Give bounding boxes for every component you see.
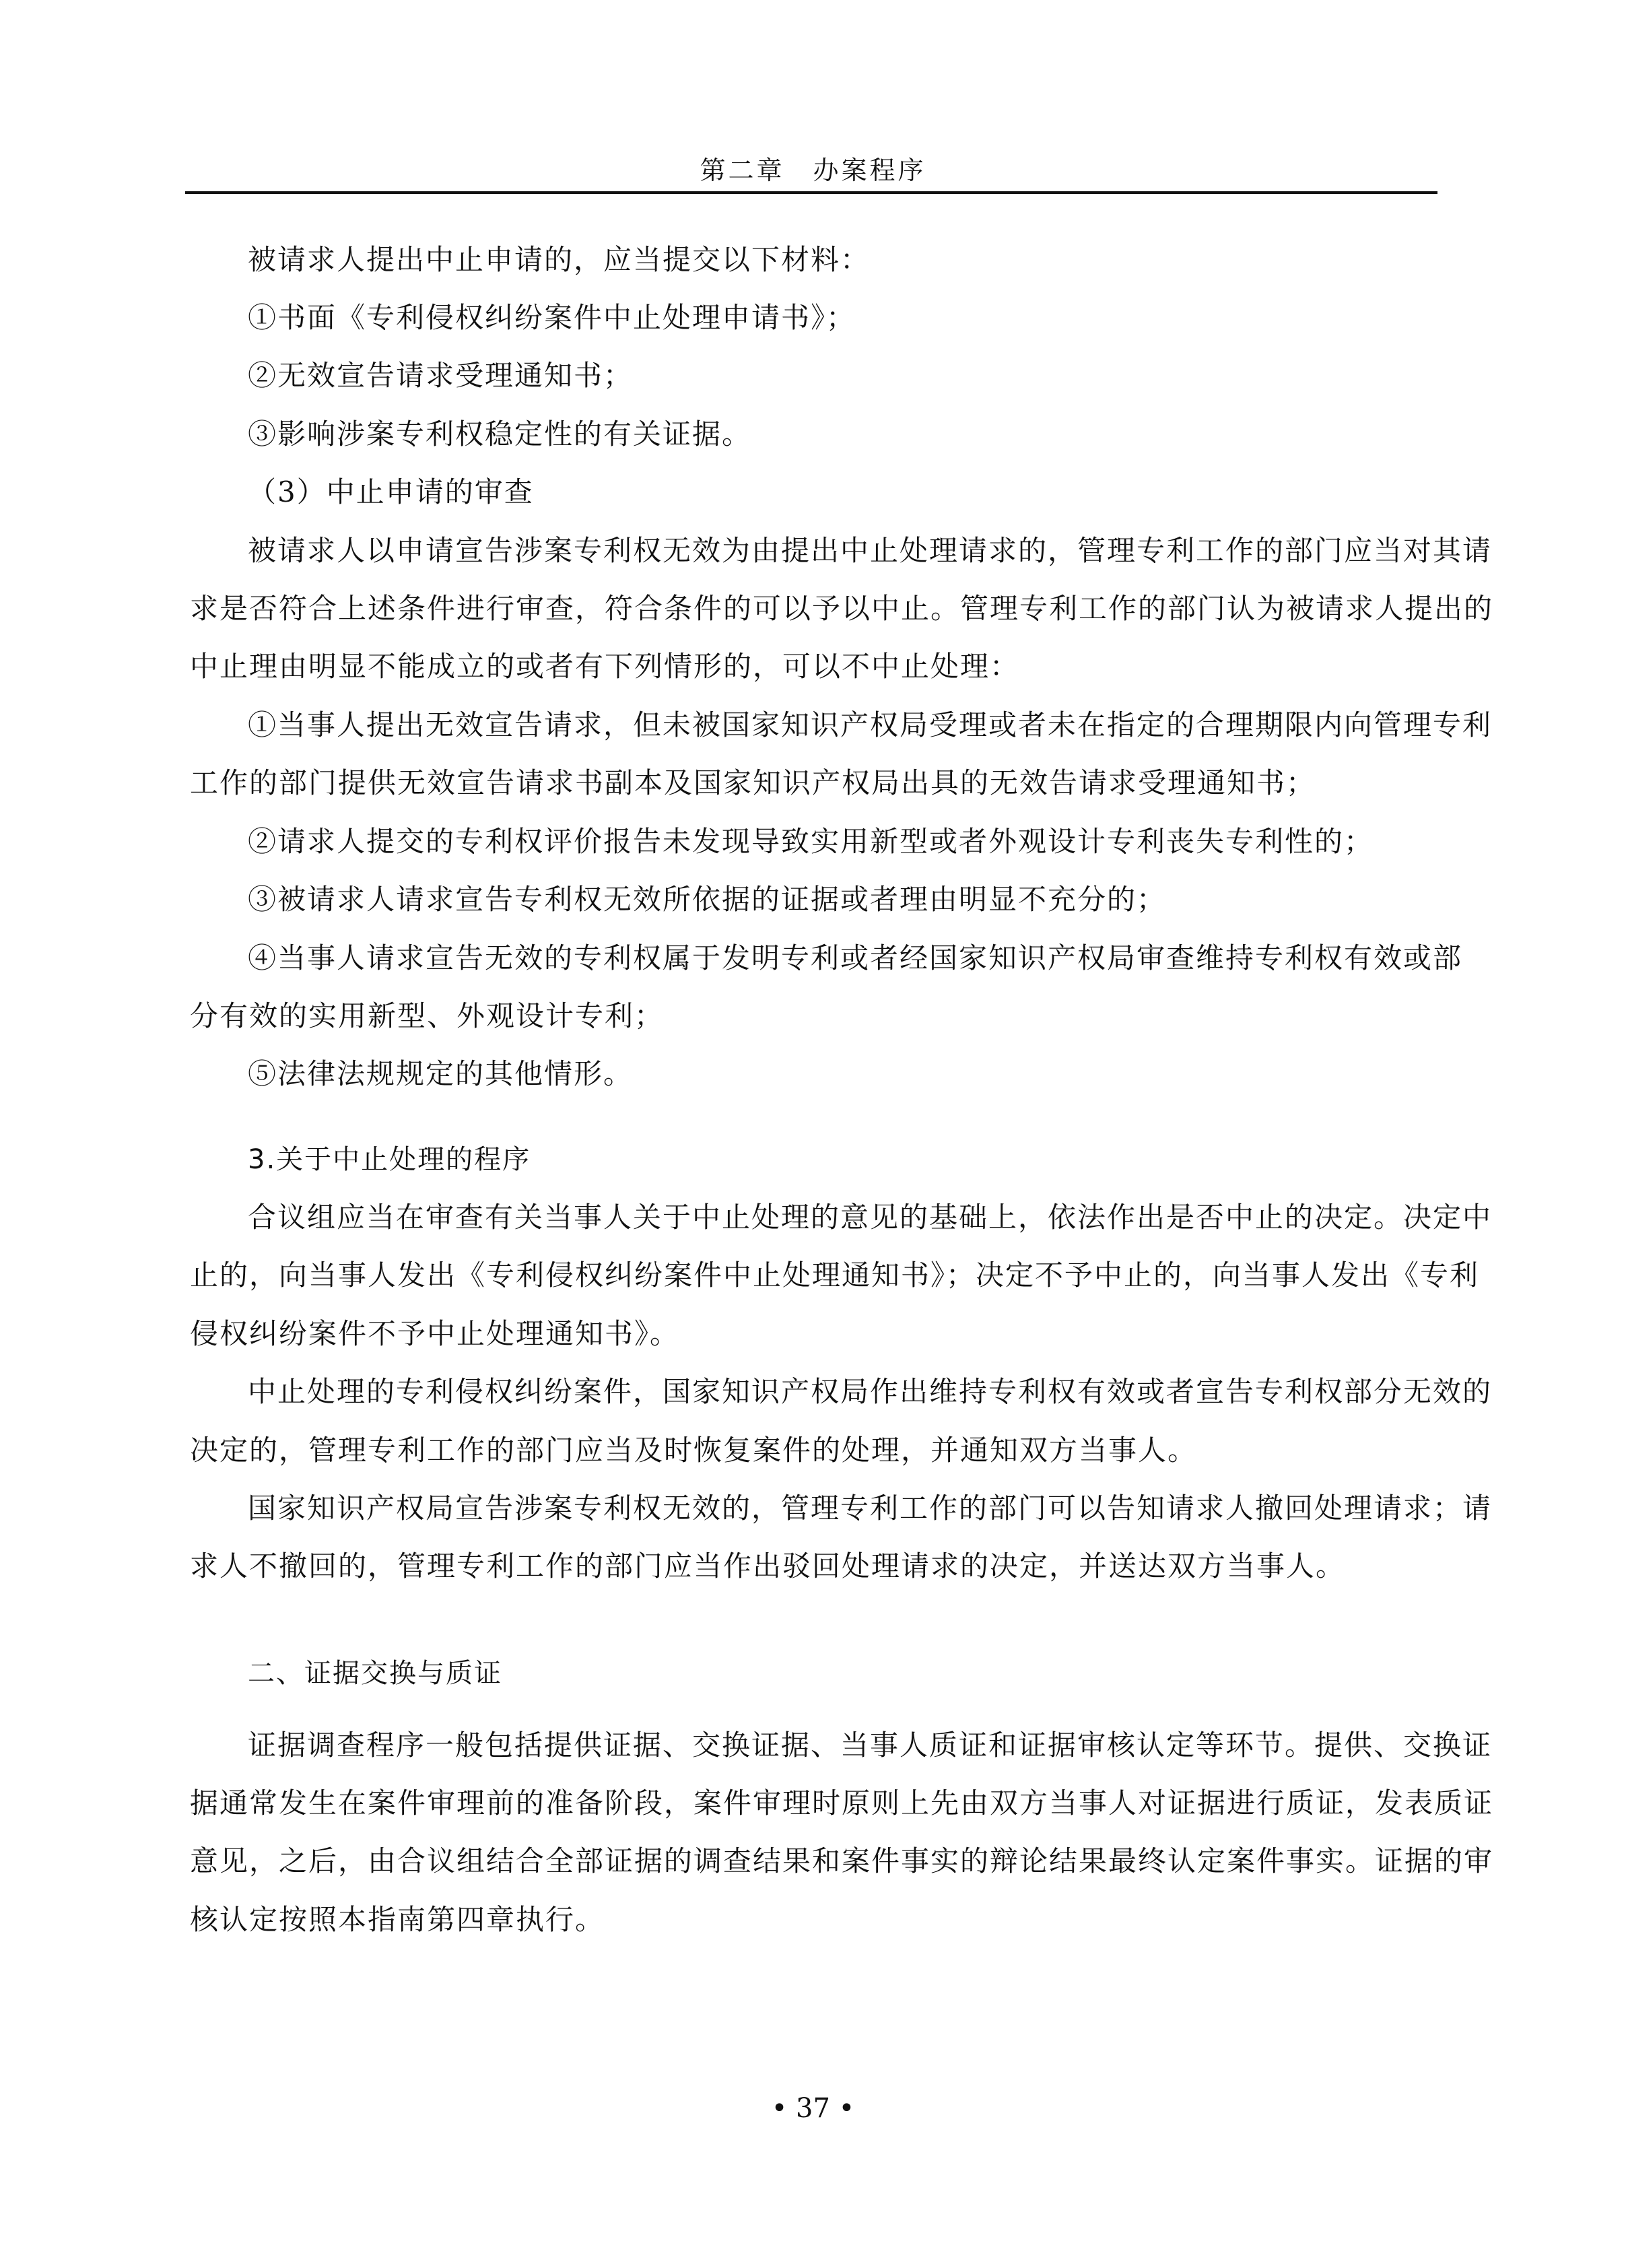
- procedure-paragraph-line: 合议组应当在审查有关当事人关于中止处理的意见的基础上，依法作出是否中止的决定。决定中: [248, 1201, 1493, 1234]
- procedure-paragraph-line: 决定的，管理专利工作的部门应当及时恢复案件的处理，并通知双方当事人。: [190, 1434, 1198, 1467]
- review-paragraph-line: 被请求人以申请宣告涉案专利权无效为由提出中止处理请求的，管理专利工作的部门应当对其请: [248, 534, 1493, 567]
- evidence-paragraph-line: 证据调查程序一般包括提供证据、交换证据、当事人质证和证据审核认定等环节。提供、交换证: [248, 1729, 1493, 1762]
- materials-intro: 被请求人提出中止申请的，应当提交以下材料：: [248, 243, 871, 276]
- review-item-line: 工作的部门提供无效宣告请求书副本及国家知识产权局出具的无效告请求受理通知书；: [190, 766, 1316, 799]
- review-item-line: ③被请求人请求宣告专利权无效所依据的证据或者理由明显不充分的；: [248, 883, 1167, 916]
- page-number: • 37 •: [771, 2093, 855, 2124]
- review-item-line: ④当事人请求宣告无效的专利权属于发明专利或者经国家知识产权局审查维持专利权有效或部: [248, 941, 1463, 974]
- evidence-paragraph-line: 核认定按照本指南第四章执行。: [190, 1903, 605, 1936]
- evidence-heading: 二、证据交换与质证: [248, 1658, 502, 1689]
- evidence-paragraph-line: 据通常发生在案件审理前的准备阶段，案件审理时原则上先由双方当事人对证据进行质证，发表质证: [190, 1787, 1494, 1820]
- procedure-heading: 3.关于中止处理的程序: [248, 1144, 531, 1175]
- materials-item: ③影响涉案专利权稳定性的有关证据。: [248, 418, 752, 451]
- procedure-paragraph-line: 侵权纠纷案件不予中止处理通知书》。: [190, 1317, 680, 1350]
- procedure-paragraph-line: 止的，向当事人发出《专利侵权纠纷案件中止处理通知书》；决定不予中止的，向当事人发出《专利: [190, 1259, 1480, 1292]
- evidence-paragraph-line: 意见，之后，由合议组结合全部证据的调查结果和案件事实的辩论结果最终认定案件事实。证据的审: [190, 1844, 1494, 1877]
- running-header: 第二章 办案程序: [700, 156, 926, 185]
- review-paragraph-line: 中止理由明显不能成立的或者有下列情形的，可以不中止处理：: [190, 650, 1020, 683]
- review-subheading: （3）中止申请的审查: [248, 475, 534, 508]
- materials-item: ②无效宣告请求受理通知书；: [248, 359, 634, 392]
- procedure-paragraph-line: 中止处理的专利侵权纠纷案件，国家知识产权局作出维持专利权有效或者宣告专利权部分无效的: [248, 1375, 1493, 1408]
- review-item-line: ①当事人提出无效宣告请求，但未被国家知识产权局受理或者未在指定的合理期限内向管理专利: [248, 708, 1493, 741]
- procedure-paragraph-line: 求人不撤回的，管理专利工作的部门应当作出驳回处理请求的决定，并送达双方当事人。: [190, 1549, 1346, 1582]
- header-rule: [185, 191, 1437, 194]
- materials-item: ①书面《专利侵权纠纷案件中止处理申请书》；: [248, 301, 856, 334]
- review-paragraph-line: 求是否符合上述条件进行审查，符合条件的可以予以中止。管理专利工作的部门认为被请求人提出的: [190, 592, 1494, 625]
- review-item-line: ②请求人提交的专利权评价报告未发现导致实用新型或者外观设计专利丧失专利性的；: [248, 825, 1374, 858]
- review-item-line: 分有效的实用新型、外观设计专利；: [190, 999, 665, 1032]
- procedure-paragraph-line: 国家知识产权局宣告涉案专利权无效的，管理专利工作的部门可以告知请求人撤回处理请求；请: [248, 1492, 1493, 1525]
- review-item-line: ⑤法律法规规定的其他情形。: [248, 1057, 634, 1090]
